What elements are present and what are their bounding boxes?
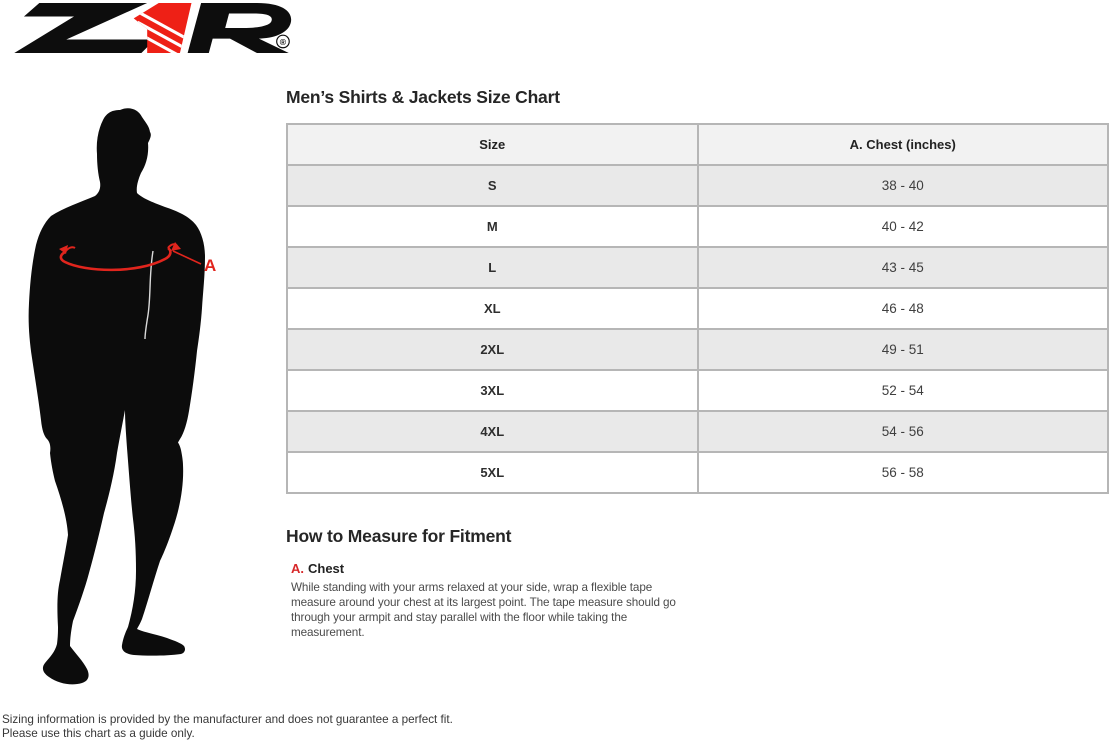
table-row <box>287 329 1108 370</box>
size-value: XL <box>287 288 698 329</box>
size-value: S <box>287 165 698 206</box>
measure-item-description: While standing with your arms relaxed at your side, wrap a flexible tape measure around your chest at its largest point. The tape measure should go through your armpit and stay parallel with the floor while taking the measurement. <box>291 581 676 640</box>
z1r-logo <box>8 2 296 54</box>
size-value: 5XL <box>287 452 698 493</box>
table-row <box>287 247 1108 288</box>
page-title: Men’s Shirts & Jackets Size Chart <box>286 87 560 107</box>
size-chart-table <box>286 123 1109 494</box>
footnote-line-1: Sizing information is provided by the manufacturer and does not guarantee a perfect fit. <box>2 713 453 726</box>
measure-section-heading: How to Measure for Fitment <box>286 526 512 546</box>
size-value: L <box>287 247 698 288</box>
footnote-line-2: Please use this chart as a guide only. <box>2 727 195 741</box>
column-header-size: Size <box>287 124 698 165</box>
footnote <box>2 713 453 741</box>
z1r-logo-graphic <box>8 2 296 54</box>
measure-item-label: Chest <box>308 561 345 576</box>
size-value: 2XL <box>287 329 698 370</box>
table-row <box>287 206 1108 247</box>
column-header-chest: A. Chest (inches) <box>698 124 1109 165</box>
size-value: M <box>287 206 698 247</box>
table-row <box>287 370 1108 411</box>
registered-mark: ® <box>279 36 287 47</box>
chest-value: 49 - 51 <box>698 329 1109 370</box>
measure-item-title <box>291 561 344 576</box>
table-row <box>287 165 1108 206</box>
size-value: 3XL <box>287 370 698 411</box>
chest-value: 38 - 40 <box>698 165 1109 206</box>
table-row <box>287 452 1108 493</box>
logo-letter-r <box>188 3 292 53</box>
chest-value: 52 - 54 <box>698 370 1109 411</box>
table-row <box>287 288 1108 329</box>
chest-value: 56 - 58 <box>698 452 1109 493</box>
chest-value: 40 - 42 <box>698 206 1109 247</box>
male-silhouette <box>29 108 205 684</box>
measure-item-letter: A. <box>291 561 304 576</box>
measurement-label-a: A <box>204 256 217 275</box>
measurement-figure <box>15 103 217 693</box>
male-silhouette-graphic <box>15 103 217 693</box>
chest-value: 43 - 45 <box>698 247 1109 288</box>
table-header-row <box>287 124 1108 165</box>
size-value: 4XL <box>287 411 698 452</box>
chest-value: 46 - 48 <box>698 288 1109 329</box>
table-row <box>287 411 1108 452</box>
logo-letter-z <box>14 3 155 53</box>
chest-value: 54 - 56 <box>698 411 1109 452</box>
